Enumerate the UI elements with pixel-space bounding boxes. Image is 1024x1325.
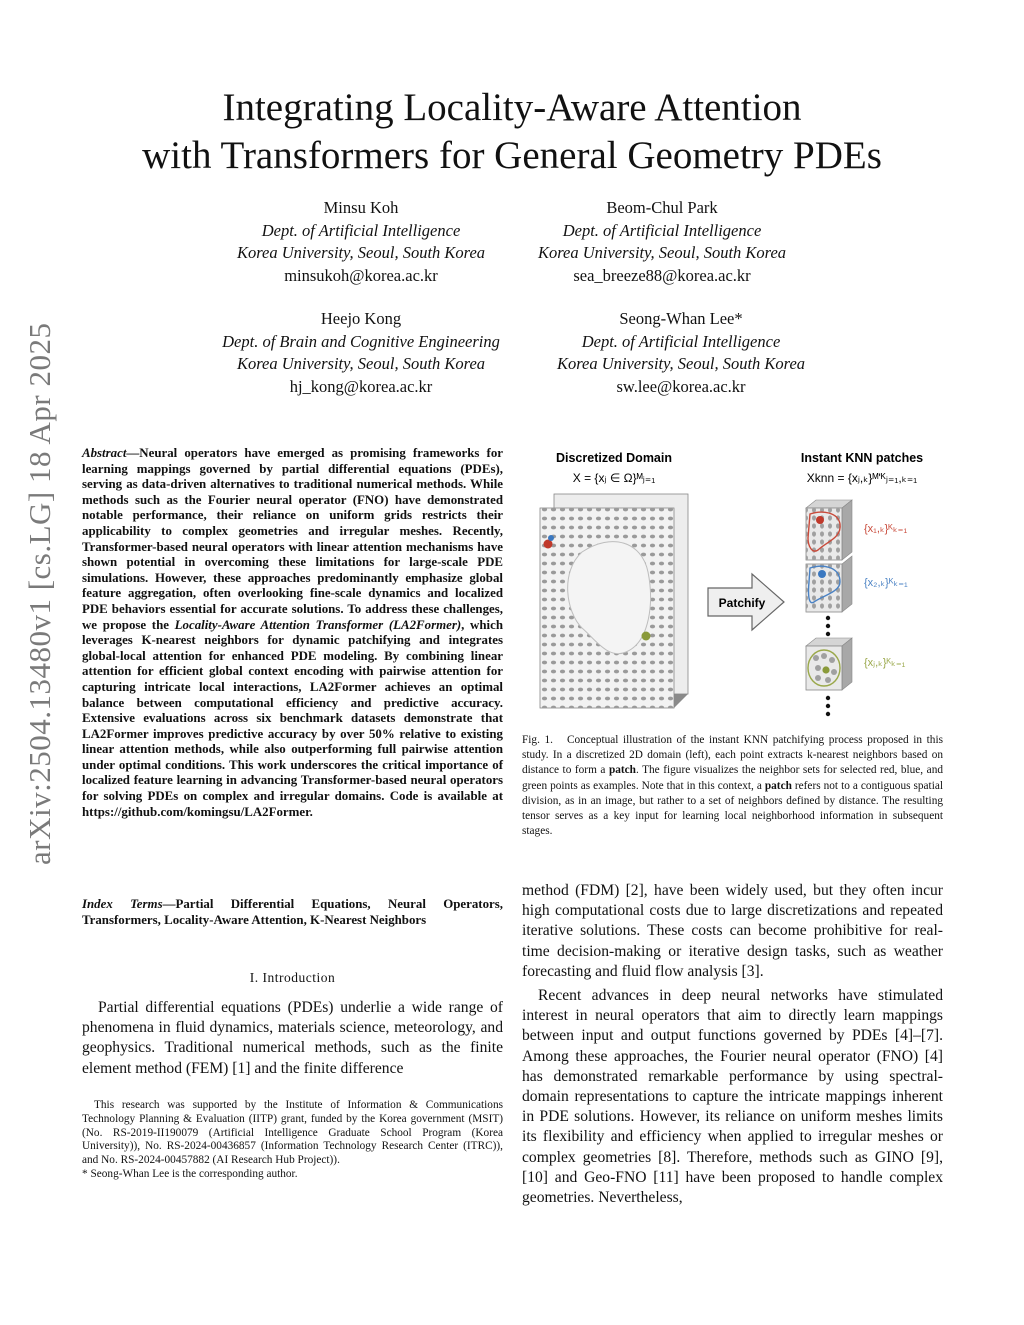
discretized-domain-block bbox=[540, 494, 688, 708]
author-univ: Korea University, Seoul, South Korea bbox=[537, 243, 787, 262]
author-email: sw.lee@korea.ac.kr bbox=[616, 376, 746, 396]
author-name: Heejo Kong bbox=[320, 309, 402, 328]
fig-right-title: Instant KNN patches bbox=[800, 451, 924, 465]
author-block-2 bbox=[497, 197, 827, 287]
author-email: minsukoh@korea.ac.kr bbox=[284, 265, 438, 285]
knn-patch-green bbox=[806, 638, 906, 690]
ellipsis-dots-bottom bbox=[826, 696, 830, 716]
abstract-text-1: —Neural operators have emerged as promising frameworks for learning mappings governed by partial differential equations (PDEs), serving as data-driven alternatives to traditional numerical methods. While methods such as the Fourier neural operator (FNO) have demonstrated notable performance, their reliance on uniform grids restricts their applicability to complex geometries and irregular meshes. Recently, Transformer-based neural operators with linear attention mechanisms have shown potential in overcoming these limitations for large-scale PDE simulations. However, these approaches predominantly emphasize global feature aggregation, often overlooking fine-scale dynamics and localized PDE behaviors essential for accurate solutions. To address these challenges, we propose the bbox=[82, 446, 503, 632]
abstract-model-name: Locality-Aware Attention Transformer (LA2Former) bbox=[174, 617, 462, 632]
title-line-1: Integrating Locality-Aware Attention bbox=[222, 86, 802, 129]
caption-bold-1: patch bbox=[608, 764, 636, 777]
index-terms bbox=[82, 897, 503, 928]
right-paragraph-2: Recent advances in deep neural networks have stimulated interest in neural operators that aim to directly learn mappings between input and output functions governed by PDEs [4]–[7]. Among these approaches, the Fourier neural operator (FNO) [4] has demonstrated remarkable performance by using spectral-domain representations to capture the intricate mappings inherent in PDE solutions. However, its reliance on uniform meshes limits its flexibility and efficiency when applied to irregular meshes or complex geometries [8]. Therefore, methods such as GINO [9], [10] and Geo-FNO [11] have been proposed to handle complex geometries. Nevertheless, bbox=[522, 987, 943, 1207]
caption-text-2: . The figure visualizes the neighbor sets for selected red, blue, and green points as examples. Note that in this context, a bbox=[522, 764, 943, 792]
footnotes bbox=[82, 1099, 503, 1182]
footnote-corresponding: * Seong-Whan Lee is the corresponding author. bbox=[82, 1167, 298, 1180]
fig-right-formula: Xknn = {xⱼ,ₖ}ᴹ'ᴷⱼ₌₁,ₖ₌₁ bbox=[806, 471, 918, 485]
index-terms-text: —Partial Differential Equations, Neural Operators, Transformers, Locality-Aware Attention, K-Nearest Neighbors bbox=[82, 897, 503, 927]
arxiv-stamp: arXiv:2504.13480v1 [cs.LG] 18 Apr 2025 bbox=[22, 322, 57, 865]
right-paragraph-1: method (FDM) [2], have been widely used, but they often incur high computational costs due to large discretizations and repeated iterative solutions. These costs can become prohibitive for real-time decision-making or iterative design tasks, such as weather forecasting and fluid flow analysis [3]. bbox=[522, 882, 943, 980]
footnote-funding: This research was supported by the Institute of Information & Communications Technology Planning & Evaluation (IITP) grant, funded by the Korea government (MSIT) (No. RS-2019-II190079 (Artificial Intelligence Graduate School Program (Korea University)), No. RS-2024-00436857 (Information Technology Research Center (ITRC)), and No. RS-2024-00457882 (AI Research Hub Project)). bbox=[82, 1099, 503, 1167]
caption-label: Fig. 1. bbox=[522, 734, 553, 746]
right-column-body bbox=[522, 881, 943, 1208]
knn-patch-blue bbox=[806, 556, 908, 612]
author-block-4 bbox=[516, 308, 846, 398]
author-email: sea_breeze88@korea.ac.kr bbox=[573, 265, 751, 285]
figure-caption bbox=[522, 733, 943, 839]
author-name: Seong-Whan Lee* bbox=[619, 309, 743, 328]
blue-point bbox=[548, 535, 554, 541]
patch-label-1: {x₁,ₖ}ᴷₖ₌₁ bbox=[864, 523, 908, 535]
patchify-label: Patchify bbox=[718, 596, 766, 610]
title-line-2: with Transformers for General Geometry PDEs bbox=[142, 134, 882, 177]
author-block-1 bbox=[196, 197, 526, 287]
intro-paragraph: Partial differential equations (PDEs) underlie a wide range of phenomena in fluid dynamics, materials science, meteorology, and geophysics. Traditional numerical methods, such as the finite element method (FEM) [1] and the finite difference bbox=[82, 999, 503, 1077]
abstract-text-2: , which leverages K-nearest neighbors for dynamic patchifying and integrates global-local attention for enhanced PDE modeling. By combining linear attention for efficient global context encoding with pairwise attention for capturing intricate local interactions, LA2Former achieves an optimal balance between computational efficiency and predictive accuracy. Extensive evaluations across six benchmark datasets demonstrate that LA2Former improves predictive accuracy by over 50% relative to existing linear attention methods, while also outperforming full pairwise attention under optimal conditions. This work underscores the critical importance of localized feature learning in advancing Transformer-based neural operators for solving PDEs on complex and irregular domains. Code is available at https://github.com/komingsu/LA2Former. bbox=[82, 617, 503, 819]
caption-bold-2: patch bbox=[764, 779, 792, 792]
patch-label-2: {x₂,ₖ}ᴷₖ₌₁ bbox=[864, 577, 908, 589]
author-dept: Dept. of Brain and Cognitive Engineering bbox=[222, 331, 500, 351]
caption-text-3: refers not to a contiguous spatial division, as in an image, but rather to a set of neighbors defined by distance. The resulting tensor serves as a key input for learning local neighborhood information in subsequent stages. bbox=[522, 779, 943, 838]
author-univ: Korea University, Seoul, South Korea bbox=[236, 243, 486, 262]
author-dept: Dept. of Artificial Intelligence bbox=[581, 331, 781, 351]
fig-left-formula: X = {xⱼ ∈ Ω}ᴹⱼ₌₁ bbox=[572, 471, 656, 485]
caption-text-1: Conceptual illustration of the instant KNN patchifying process proposed in this study. In a discretized 2D domain (left), each point extracts k-nearest neighbors based on distance to form a bbox=[522, 734, 943, 777]
abstract-label: Abstract bbox=[82, 446, 127, 460]
author-univ: Korea University, Seoul, South Korea bbox=[236, 354, 486, 373]
abstract bbox=[82, 446, 503, 820]
patch-label-j: {xⱼ,ₖ}ᴷₖ₌₁ bbox=[864, 657, 906, 669]
ellipsis-dots-top bbox=[826, 616, 830, 636]
author-univ: Korea University, Seoul, South Korea bbox=[556, 354, 806, 373]
paper-title bbox=[60, 84, 964, 180]
fig-left-title: Discretized Domain bbox=[555, 451, 673, 465]
patchify-arrow bbox=[708, 574, 784, 630]
green-point bbox=[642, 632, 651, 641]
author-name: Beom-Chul Park bbox=[606, 198, 718, 217]
author-email: hj_kong@korea.ac.kr bbox=[289, 376, 433, 396]
section-heading: I. Introduction bbox=[249, 970, 336, 985]
author-dept: Dept. of Artificial Intelligence bbox=[562, 220, 762, 240]
index-terms-label: Index Terms bbox=[82, 897, 163, 911]
knn-patch-red bbox=[806, 500, 907, 560]
figure-knn-patchify bbox=[522, 442, 952, 722]
author-block-3 bbox=[196, 308, 526, 398]
author-dept: Dept. of Artificial Intelligence bbox=[261, 220, 461, 240]
author-name: Minsu Koh bbox=[323, 198, 399, 217]
